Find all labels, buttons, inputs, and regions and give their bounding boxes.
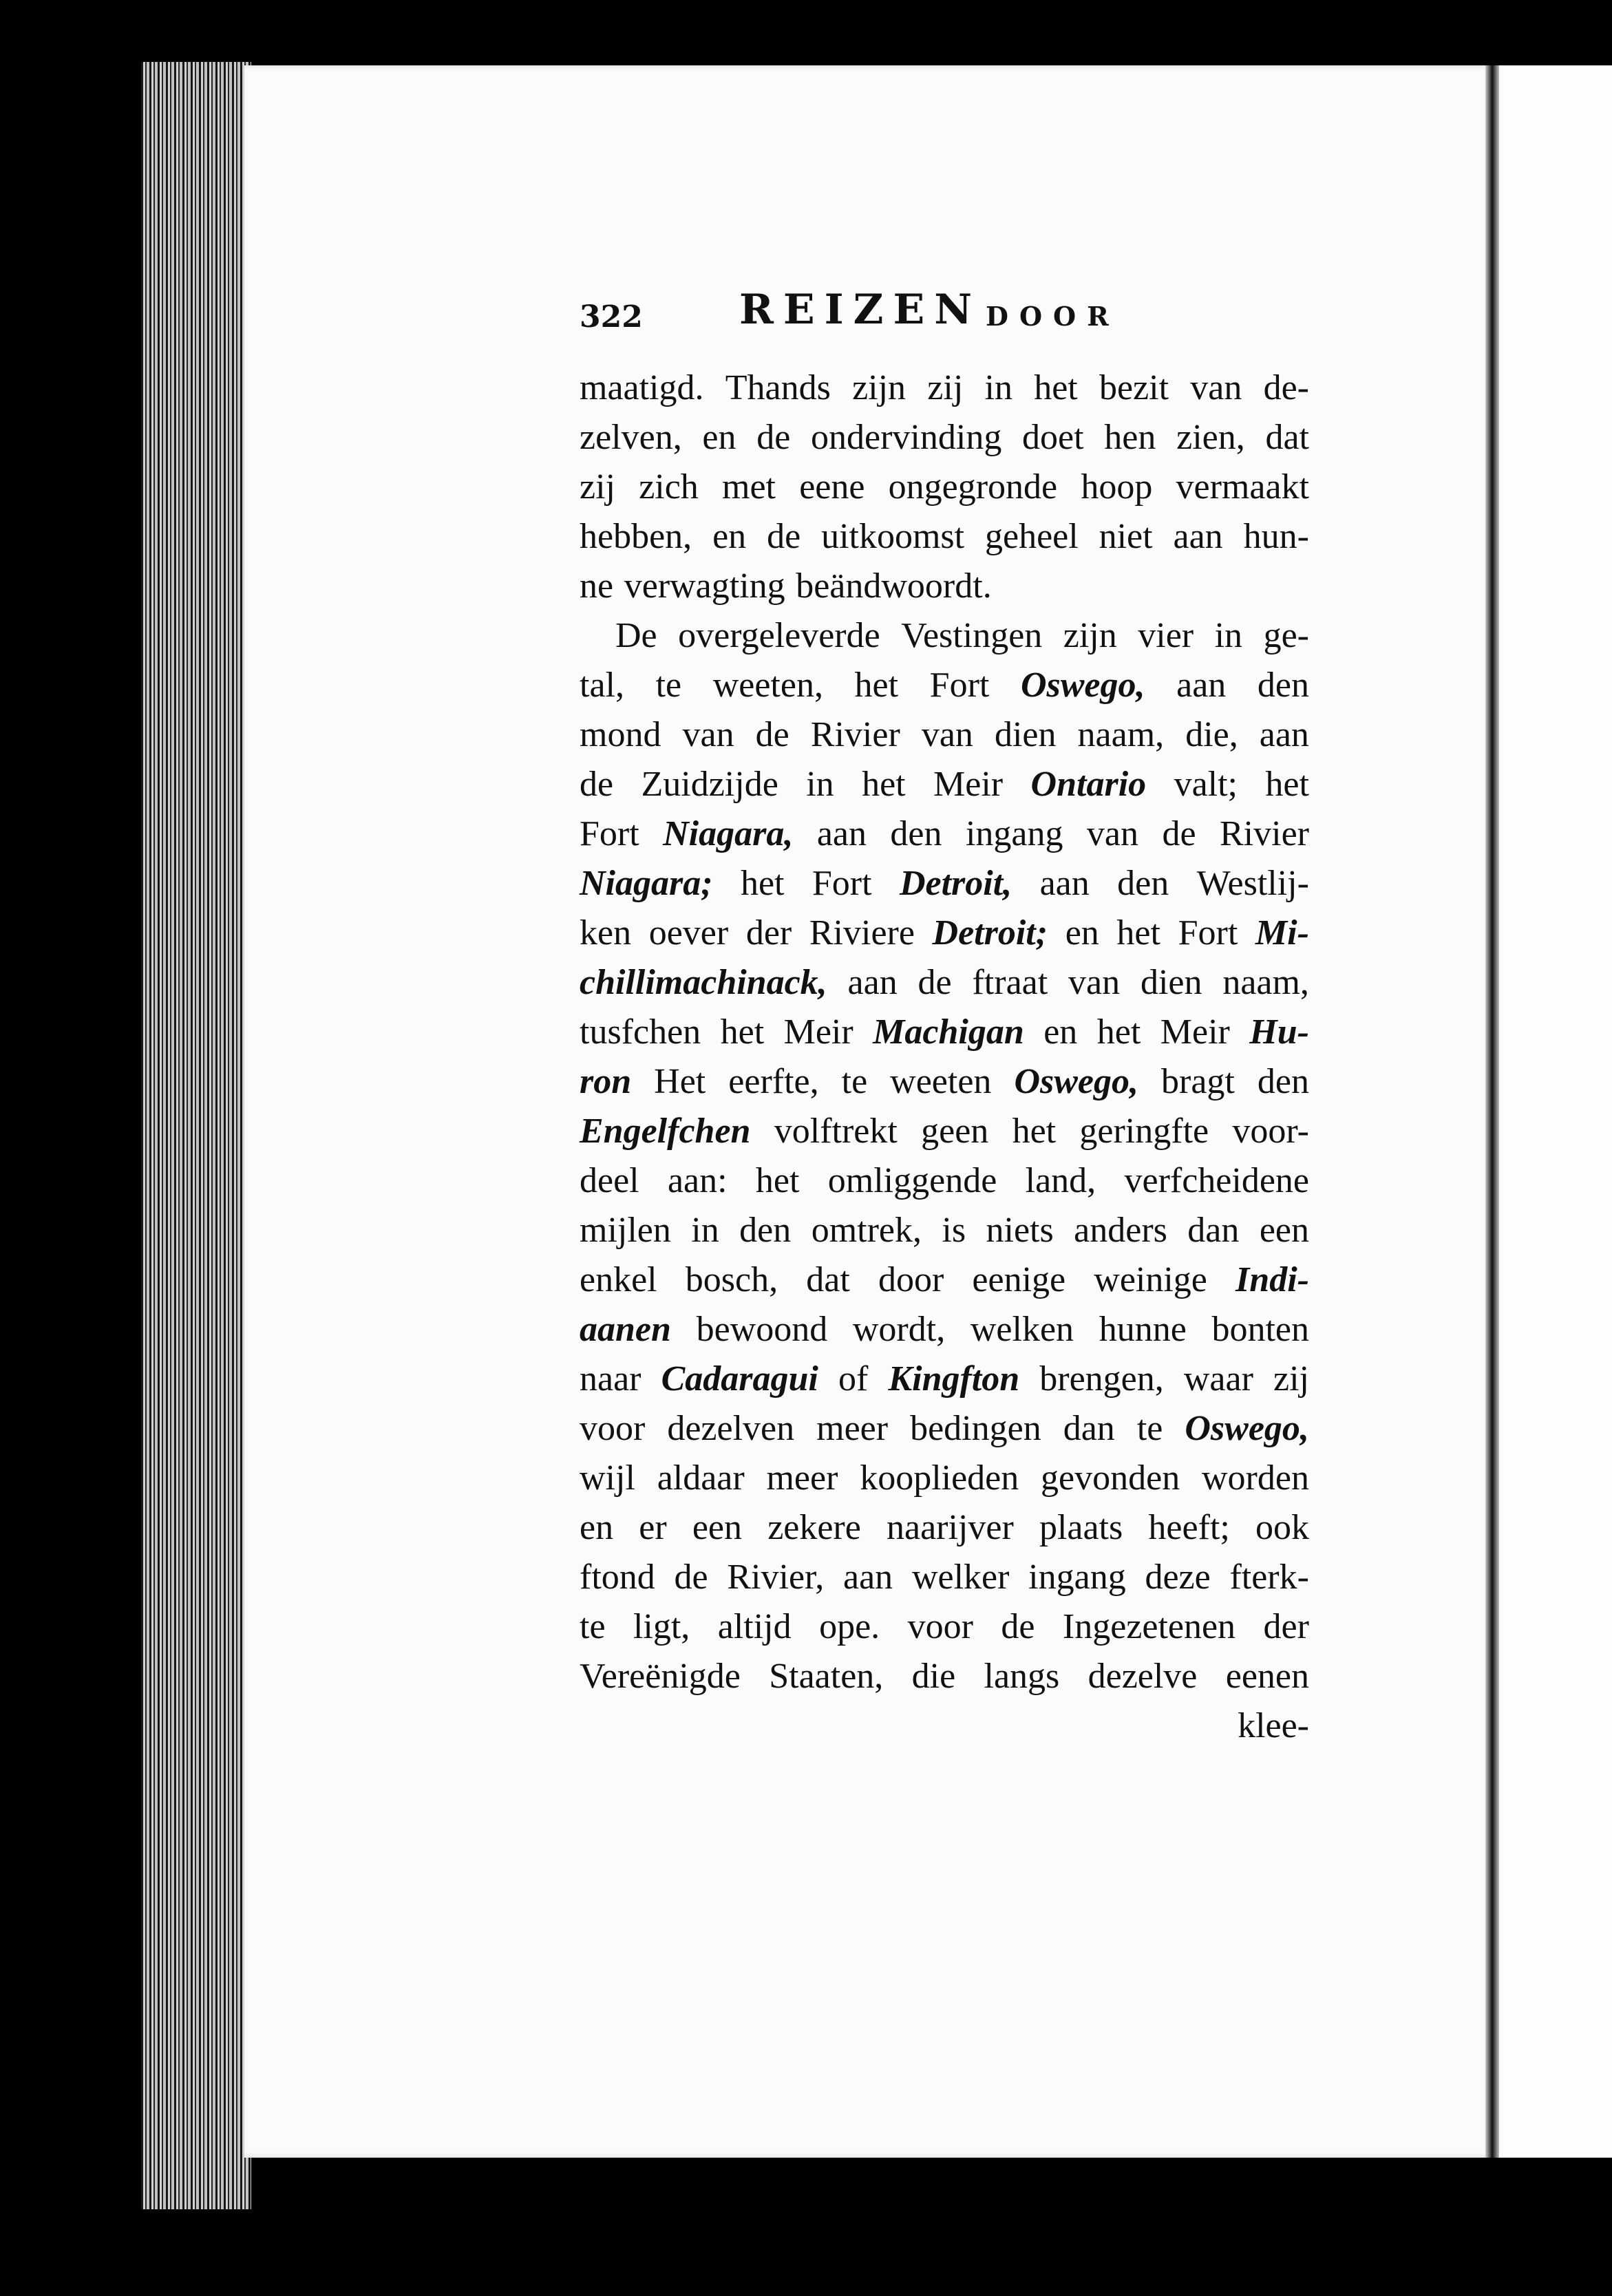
word: klee- [1238,1706,1309,1745]
word: Het [654,1062,706,1101]
word: Niagara; [580,864,713,903]
word: bezit [1099,368,1169,407]
word: Thands [725,368,831,407]
text-line [580,710,1309,760]
word: bedingen [910,1409,1041,1448]
word: Machigan [873,1012,1024,1052]
word: er [639,1508,667,1547]
text-line [580,512,1309,562]
word: geringfte [1079,1112,1209,1151]
word: het [1034,368,1078,407]
word: het [1116,913,1160,953]
word: en [1065,913,1099,953]
book-gutter [1485,65,1499,2158]
word: ken [580,913,632,953]
word: in [1214,616,1243,655]
word: Oswego, [1185,1409,1309,1448]
word: fterk- [1229,1558,1309,1597]
word: Hu- [1249,1012,1309,1052]
text-line [580,1008,1309,1057]
word: welken [970,1310,1074,1349]
word: dan [1063,1409,1115,1448]
text-line [580,1156,1309,1206]
word: aan [1176,666,1227,705]
word: zijn [852,368,906,407]
word: waar [1183,1359,1253,1399]
word: mijlen [580,1211,671,1250]
word: zelven, [580,418,682,457]
word: enkel [580,1260,657,1299]
body-text [580,363,1309,1751]
word: aan [1173,517,1223,556]
word: van [682,715,734,754]
word: mond [580,715,661,754]
word: gevonden [1041,1458,1180,1498]
word: de [756,418,791,457]
facing-page [1499,65,1612,2158]
word: volftrekt [774,1112,898,1151]
word: dat [806,1260,850,1299]
word: der [1263,1607,1309,1646]
word: de- [1263,368,1309,407]
word: in [806,765,834,804]
word: tusfchen [580,1012,701,1052]
word: voor- [1232,1112,1309,1151]
word: ftond [580,1558,655,1597]
word: anders [1074,1211,1167,1250]
text-line [580,908,1309,958]
word: Ontario [1030,765,1147,804]
word: zij [580,467,615,507]
word: ron [580,1062,632,1101]
word: eenen [1225,1657,1309,1696]
word: hen [1104,418,1156,457]
text-line [580,1404,1309,1454]
word: en [712,517,747,556]
word: Mi- [1255,913,1309,953]
word: de [1162,814,1196,853]
word: aan [1259,715,1309,754]
word: Fort [1178,913,1238,953]
word: de [1001,1607,1035,1646]
word: geen [921,1112,989,1151]
word: voor [580,1409,646,1448]
word: de [755,715,789,754]
word: verwagting [624,566,785,606]
word: Oswego, [1020,666,1145,705]
word: bosch, [685,1260,778,1299]
word: Meir [933,765,1004,804]
word: Kingfton [888,1359,1020,1399]
word: en [702,418,736,457]
word: maatigd. [580,368,704,407]
word: Rivier, [727,1558,825,1597]
word: van [1190,368,1242,407]
word: Fort [929,666,990,705]
word: Detroit, [899,864,1012,903]
word: Riviere [809,913,915,953]
text-line [580,1255,1309,1305]
word: ingang [1028,1558,1126,1597]
word: land, [1025,1161,1096,1200]
word: te [580,1607,606,1646]
word: dan [1187,1211,1240,1250]
word: ongegronde [888,467,1058,507]
word: verfcheidene [1124,1161,1309,1200]
text-line [580,413,1309,463]
word: zekere [767,1508,861,1547]
word: deel [580,1161,639,1200]
word: door [878,1260,944,1299]
word: deze [1145,1558,1211,1597]
word: naam, [1222,963,1309,1002]
word: omliggende [827,1161,997,1200]
word: vermaakt [1176,467,1309,507]
word: overgeleverde [678,616,880,655]
word: Westlij- [1196,864,1309,903]
word: naar [580,1359,641,1399]
word: valt; [1174,765,1238,804]
word: meer [766,1458,838,1498]
word: te [1136,1409,1163,1448]
word: in [984,368,1012,407]
word: den [1257,666,1309,705]
word: aan [1039,864,1090,903]
word: die [911,1657,956,1696]
word: langs [984,1657,1060,1696]
word: ftraat [972,963,1048,1002]
catchword [580,1701,1309,1751]
word: hoop [1081,467,1153,507]
text-line [580,463,1309,512]
word: naarijver [887,1508,1014,1547]
word: den [1257,1062,1309,1101]
word: zij [927,368,964,407]
text-line [580,1107,1309,1156]
text-line [580,809,1309,859]
word: Zuidzijde [641,765,778,804]
word: welker [911,1558,1010,1597]
word: Vereënigde [580,1657,741,1696]
text-line [580,1354,1309,1404]
word: ope. [819,1607,880,1646]
word: ook [1255,1508,1309,1547]
word: voor [907,1607,973,1646]
word: het [854,666,899,705]
word: eerfte, [728,1062,819,1101]
word: Indi- [1235,1260,1309,1299]
word: bonten [1211,1310,1309,1349]
word: en [580,1508,614,1547]
text-line [580,1553,1309,1602]
word: te [841,1062,868,1101]
word: het [1096,1012,1141,1052]
word: plaats [1039,1508,1123,1547]
word: dien [994,715,1057,754]
word: Oswego, [1014,1062,1138,1101]
page-header [580,286,1309,341]
text-line [580,1305,1309,1354]
word: het [755,1161,800,1200]
word: ingang [965,814,1063,853]
word: De [615,616,657,655]
word: eene [799,467,865,507]
word: Cadaragui [661,1359,818,1399]
word: den [739,1211,792,1250]
word: met [722,467,776,507]
page-number: 322 [580,299,643,334]
word: in [691,1211,719,1250]
text-line [580,562,1309,611]
word: het [720,1012,765,1052]
word: geheel [985,517,1079,556]
word: dat [1265,418,1309,457]
word: Detroit; [932,913,1048,953]
word: dezelve [1088,1657,1198,1696]
word: aan [847,963,898,1002]
word: een [1259,1211,1309,1250]
word: ligt, [633,1607,690,1646]
word: zien, [1176,418,1245,457]
word: aan: [667,1161,728,1200]
word: brengen, [1039,1359,1164,1399]
word: Fort [812,864,872,903]
word: naam, [1077,715,1165,754]
word: zich [639,467,699,507]
word: weeten, [712,666,823,705]
word: meer [816,1409,889,1448]
text-line [580,1057,1309,1107]
word: dezelven [667,1409,795,1448]
word: de [674,1558,708,1597]
word: aan [816,814,867,853]
word: doet [1022,418,1084,457]
text-line [580,1503,1309,1553]
word: heeft; [1148,1508,1230,1547]
word: een [692,1508,743,1547]
word: wordt, [852,1310,946,1349]
word: ondervinding [811,418,1002,457]
word: zij [1273,1359,1309,1399]
word: Rivier [1219,814,1309,853]
word: van [921,715,973,754]
word: den [1117,864,1169,903]
word: weinige [1094,1260,1207,1299]
word: hunne [1099,1310,1187,1349]
word: niets [986,1211,1054,1250]
word: altijd [717,1607,792,1646]
word: het [862,765,906,804]
word: Vestingen [901,616,1043,655]
word: Meir [1160,1012,1230,1052]
word: en [1043,1012,1078,1052]
running-title-small: DOOR [986,301,1120,332]
word: chillimachinack, [580,963,827,1002]
word: dien [1140,963,1202,1002]
text-line [580,1454,1309,1503]
word: vier [1138,616,1194,655]
word: aldaar [657,1458,745,1498]
word: bewoond [696,1310,828,1349]
word: kooplieden [860,1458,1019,1498]
word: de [767,517,801,556]
word: het [1012,1112,1057,1151]
word: Meir [783,1012,853,1052]
text-line [580,760,1309,809]
word: beändwoordt. [796,566,992,606]
text-line [580,611,1309,661]
word: Ingezetenen [1062,1607,1236,1646]
text-line [580,1602,1309,1652]
running-title: REIZEN [739,286,982,334]
word: Rivier [810,715,900,754]
word: de [580,765,614,804]
word: wijl [580,1458,635,1498]
text-line [580,1206,1309,1255]
word: den [890,814,942,853]
word: de [918,963,952,1002]
word: tal, [580,666,624,705]
word: van [1086,814,1139,853]
word: ge- [1263,616,1309,655]
word: het [1265,765,1309,804]
word: uitkoomst [821,517,965,556]
word: aanen [580,1310,671,1349]
word: van [1068,963,1121,1002]
word: omtrek, [811,1211,922,1250]
word: hun- [1243,517,1309,556]
word: weeten [890,1062,992,1101]
word: zijn [1063,616,1117,655]
word: aan [843,1558,893,1597]
word: die, [1185,715,1238,754]
word: Staaten, [769,1657,884,1696]
word: ne [580,566,614,606]
text-line [580,958,1309,1008]
word: het [740,864,785,903]
word: of [838,1359,869,1399]
word: Niagara, [663,814,794,853]
word: der [745,913,792,953]
text-line [580,363,1309,413]
word: eenige [972,1260,1066,1299]
word: is [942,1211,966,1250]
word: Fort [580,814,639,853]
text-line [580,661,1309,710]
word: hebben, [580,517,692,556]
book-fore-edge [141,62,251,2209]
word: bragt [1161,1062,1235,1101]
word: Engelfchen [580,1112,751,1151]
text-line [580,859,1309,908]
text-line [580,1652,1309,1701]
word: te [655,666,682,705]
word: worden [1202,1458,1309,1498]
word: oever [648,913,729,953]
word: niet [1099,517,1153,556]
